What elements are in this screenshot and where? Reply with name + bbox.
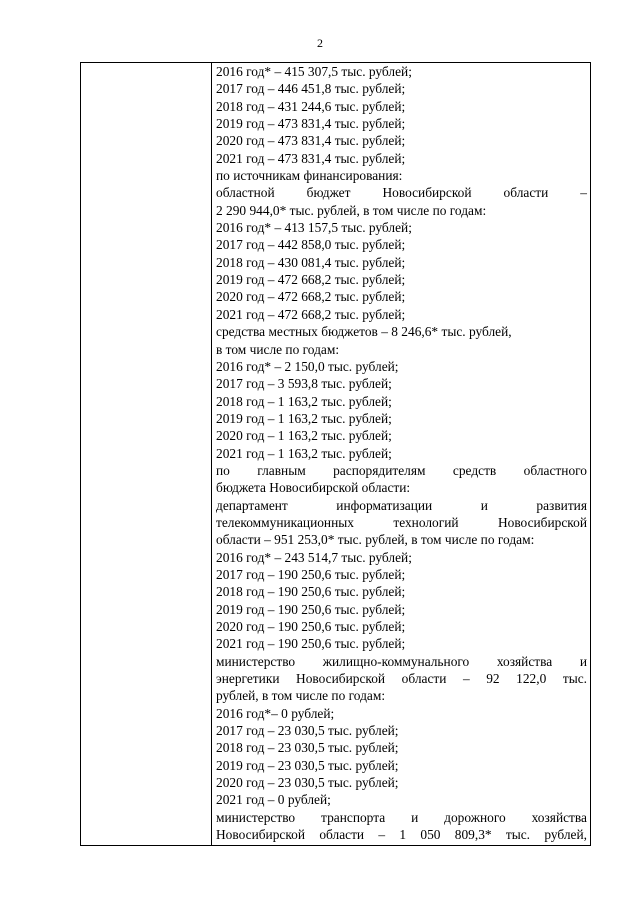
text-line: средства местных бюджетов – 8 246,6* тыс. рублей, xyxy=(216,324,512,340)
text-line: министерство транспорта и дорожного хозяйства xyxy=(216,809,587,825)
text-line: 2019 год – 1 163,2 тыс. рублей; xyxy=(216,410,392,426)
text-line: по источникам финансирования: xyxy=(216,168,403,184)
text-line: министерство жилищно-коммунального хозяйства и xyxy=(216,653,587,669)
text-line: 2021 год – 190 250,6 тыс. рублей; xyxy=(216,636,406,652)
text-line: 2016 год* – 2 150,0 тыс. рублей; xyxy=(216,358,399,374)
text-line: 2018 год – 1 163,2 тыс. рублей; xyxy=(216,393,392,409)
page-number: 2 xyxy=(317,36,323,50)
text-line: 2019 год – 473 831,4 тыс. рублей; xyxy=(216,116,406,132)
text-line: 2 290 944,0* тыс. рублей, в том числе по годам: xyxy=(216,202,487,218)
financing-text-block xyxy=(212,63,590,843)
text-line: 2018 год – 190 250,6 тыс. рублей; xyxy=(216,584,406,600)
text-line: 2019 год – 472 668,2 тыс. рублей; xyxy=(216,272,406,288)
table-row xyxy=(81,63,591,846)
text-line: 2021 год – 473 831,4 тыс. рублей; xyxy=(216,150,406,166)
text-line: рублей, в том числе по годам: xyxy=(216,688,386,704)
financing-table xyxy=(80,62,591,846)
text-line: 2020 год – 472 668,2 тыс. рублей; xyxy=(216,289,406,305)
table-cell-right xyxy=(212,63,591,846)
text-line: 2020 год – 1 163,2 тыс. рублей; xyxy=(216,428,392,444)
text-line: 2020 год – 190 250,6 тыс. рублей; xyxy=(216,619,406,634)
text-line: 2020 год – 23 030,5 тыс. рублей; xyxy=(216,775,399,791)
text-line: департамент информатизации и развития xyxy=(216,497,587,513)
text-line: 2017 год – 23 030,5 тыс. рублей; xyxy=(216,723,399,739)
text-line: по главным распорядителям средств областного xyxy=(216,462,587,478)
text-line: Новосибирской области – 1 050 809,3* тыс. рублей, xyxy=(216,827,587,843)
text-line: 2016 год* – 243 514,7 тыс. рублей; xyxy=(216,549,412,565)
text-line: энергетики Новосибирской области – 92 122,0 тыс. xyxy=(216,671,587,687)
text-line: 2016 год* – 413 157,5 тыс. рублей; xyxy=(216,220,412,236)
text-line: 2020 год – 473 831,4 тыс. рублей; xyxy=(216,133,406,149)
text-line: 2017 год – 3 593,8 тыс. рублей; xyxy=(216,376,392,392)
text-line: 2018 год – 23 030,5 тыс. рублей; xyxy=(216,740,399,756)
text-line: 2017 год – 190 250,6 тыс. рублей; xyxy=(216,566,406,582)
text-line: 2019 год – 23 030,5 тыс. рублей; xyxy=(216,757,399,773)
text-line: 2019 год – 190 250,6 тыс. рублей; xyxy=(216,601,406,617)
text-line: 2021 год – 1 163,2 тыс. рублей; xyxy=(216,445,392,461)
text-line: 2018 год – 430 081,4 тыс. рублей; xyxy=(216,254,406,270)
text-line: 2018 год – 431 244,6 тыс. рублей; xyxy=(216,98,406,114)
text-line: 2016 год*– 0 рублей; xyxy=(216,705,335,721)
text-line: областной бюджет Новосибирской области – xyxy=(216,185,587,201)
text-line: 2016 год* – 415 307,5 тыс. рублей; xyxy=(216,64,412,79)
text-line: 2017 год – 446 451,8 тыс. рублей; xyxy=(216,81,406,97)
text-line: 2021 год – 0 рублей; xyxy=(216,792,331,808)
text-line: телекоммуникационных технологий Новосибирской xyxy=(216,514,587,530)
text-line: области – 951 253,0* тыс. рублей, в том числе по годам: xyxy=(216,532,535,548)
text-line: в том числе по годам: xyxy=(216,341,340,357)
text-line: 2021 год – 472 668,2 тыс. рублей; xyxy=(216,306,406,322)
table-cell-left xyxy=(81,63,212,846)
text-line: 2017 год – 442 858,0 тыс. рублей; xyxy=(216,237,406,253)
text-line: бюджета Новосибирской области: xyxy=(216,480,411,496)
